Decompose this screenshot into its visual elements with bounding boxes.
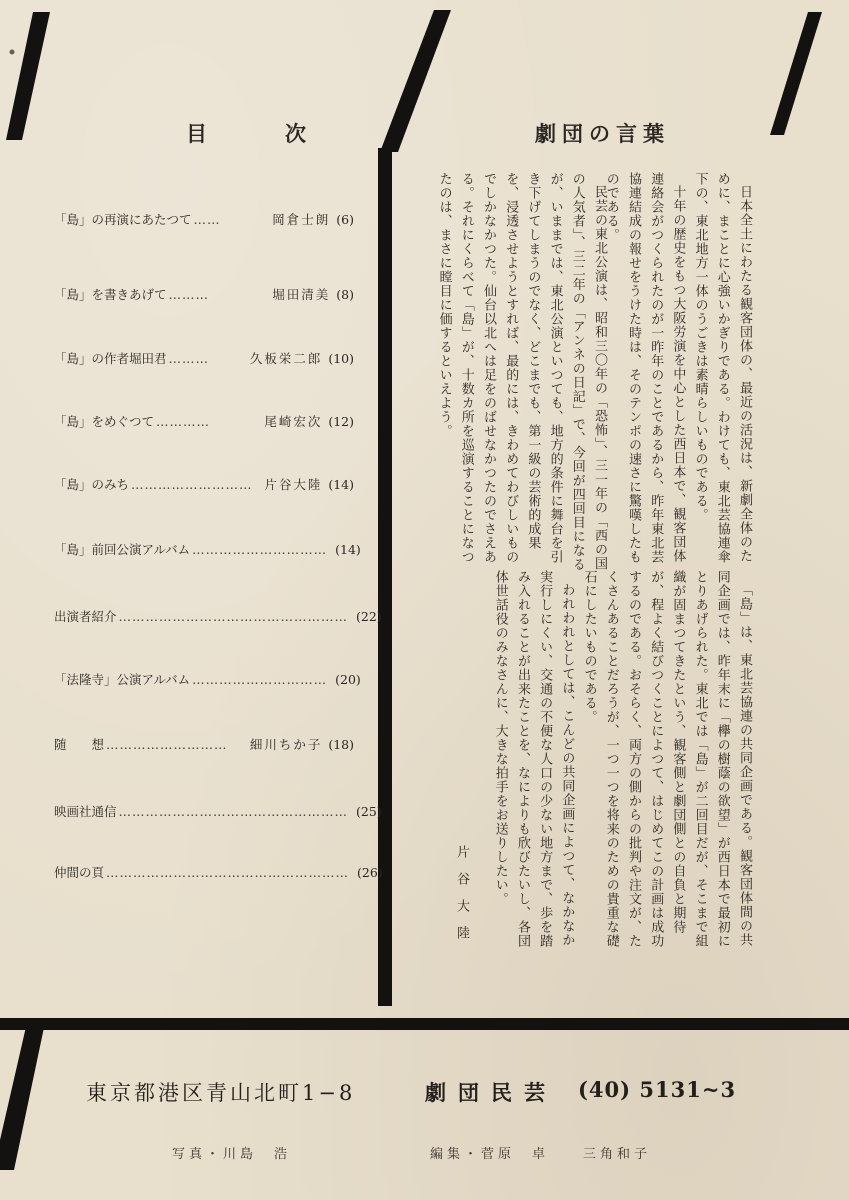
toc-item-title: 出演者紹介: [54, 609, 117, 624]
toc-item-leader: ……………………………………………: [118, 804, 349, 819]
message-paragraph: 日本全土にわたる観客団体の、最近の活況は、新劇全体のために、まことに心強いかぎりである。わけても、東北芸協連傘下の、東北地方一体のうごきは素晴らしいものである。: [692, 172, 752, 564]
toc-item-page: (25): [356, 804, 382, 819]
toc-item-title: 「島」の再演にあたつて: [54, 212, 192, 227]
frame-slash-topright: [770, 12, 822, 135]
message-paragraph: 民芸の東北公演は、昭和三〇年の「恐怖」、三一年の「西の国の人気者」、三二年の「アンネの日記」で、今回が四回目になるが、いままでは、東北公演といつても、地方的条件に舞台を引き下げてしまうのでなく、どこまでも、第一級の芸術的成果を、浸透させようとすれば、最的には、きわめてわびしいものでしかなかつた。仙台以北へは足をのばせなかつたのでさえある。それにくらべて「島」が、十数カ所を巡演することになつたのは、まさに瞠目に価するといえよう。: [436, 172, 607, 572]
footer-phone: (40) 5131~3: [578, 1077, 737, 1102]
toc-item: [54, 607, 382, 627]
toc-item-page: (26): [357, 865, 383, 880]
toc-item: [54, 412, 354, 432]
toc-item-title: 「島」の作者堀田君: [54, 351, 167, 366]
toc-item-author: 尾崎宏次: [264, 414, 323, 429]
toc-item-page: (14): [335, 542, 361, 557]
message-body-middle: [420, 172, 610, 572]
toc-item: [54, 475, 354, 495]
toc-item-leader: ………………………: [106, 737, 228, 752]
toc-item-author: 細川ちか子: [249, 737, 323, 752]
toc-item-leader: ……: [193, 212, 221, 227]
frame-slash-topleft: [6, 12, 50, 140]
toc-item-title: 「法隆寺」公演アルバム: [54, 672, 191, 687]
toc-item-page: (22): [356, 609, 382, 624]
message-paragraph: 十年の歴史をもつ大阪労演を中心とした西日本で、観客団体連絡会がつくられたのが一昨年のことであるから、昨年東北芸協連結成の報せをうけた時は、そのテンポの速さに驚嘆したものである。: [603, 172, 686, 564]
message-paragraph: われわれとしては、こんどの共同企画によつて、なかなか実行しにくい、交通の不便な人口の少ない地方まで、歩を踏み入れることが出来たことを、なによりも欣びたいし、各団体世話役のみなさんに、大きな拍手をお送りしたい。: [492, 570, 575, 948]
toc-item-title: 「島」前回公演アルバム: [54, 542, 191, 557]
toc-item-title: 仲間の頁: [54, 865, 105, 880]
toc-item: [54, 863, 383, 883]
toc-item: [54, 349, 354, 369]
toc-item-title: 「島」のみち: [54, 477, 130, 492]
toc-item-leader: …………………………: [192, 542, 328, 557]
toc-item-author: 片谷大陸: [264, 477, 323, 492]
frame-bottom-band: [0, 1018, 849, 1030]
toc-item-page: (14): [328, 477, 354, 492]
toc-item: [54, 210, 354, 230]
toc-item-page: (20): [335, 672, 361, 687]
toc-item-leader: ………………………: [131, 477, 253, 492]
message-body-upper: [603, 172, 755, 572]
toc-item-page: (10): [328, 351, 354, 366]
toc-item-leader: ………………………………………………: [106, 865, 350, 880]
toc-item: [54, 540, 361, 560]
photo-credit: 写真・川島 浩: [172, 1147, 292, 1162]
toc-item: [54, 670, 361, 690]
toc-item: [54, 735, 354, 755]
toc-item-leader: ………: [168, 351, 210, 366]
toc-item-title: 映画社通信: [54, 804, 117, 819]
toc-item-leader: ………: [168, 287, 210, 302]
message-body-lower: [483, 570, 755, 950]
message-paragraph: 「島」は、東北芸協連の共同企画である。観客団体間の共同企画では、昨年末に「欅の樹蔭の欲望」が西日本で最初にとりあげられた。東北では「島」が二回目だが、そこまで組織が固まつてきたという、観客側と劇団側との自負と期待が、程よく結びつくことによつて、はじめてこの計画は成功するのである。おそらく、両方の側からの批判や注文が、たくさんあることだろうが、一つ一つを将来のための貴重な礎石にしたいものである。: [581, 570, 752, 948]
toc-item-author: 岡倉士朗: [272, 212, 331, 227]
toc-item-title: 「島」をめぐつて: [54, 414, 155, 429]
paper-stain: [10, 50, 15, 55]
toc-item-author: 堀田清美: [272, 287, 331, 302]
message-signature: 片谷大陸: [454, 845, 469, 953]
editor-credit: 編集・菅原 卓 三角和子: [430, 1147, 652, 1162]
toc-item-title: 随 想: [54, 737, 105, 752]
toc-heading-left: 目: [186, 121, 207, 146]
toc-item-page: (18): [328, 737, 354, 752]
toc-item: [54, 285, 354, 305]
toc-heading-right: 次: [285, 121, 306, 146]
toc-item-title: 「島」を書きあげて: [54, 287, 167, 302]
toc-item-page: (12): [328, 414, 354, 429]
frame-divider-diagonal: [380, 10, 451, 152]
toc-heading: [186, 118, 306, 148]
toc-item-author: 久板栄二郎: [249, 351, 323, 366]
toc-item-leader: …………………………: [192, 672, 328, 687]
footer-troupe-name: 劇団民芸: [425, 1080, 557, 1105]
toc-item: [54, 802, 382, 822]
toc-item-leader: …………: [156, 414, 211, 429]
toc-item-page: (8): [336, 287, 354, 302]
toc-item-page: (6): [336, 212, 354, 227]
frame-slash-bottomleft: [0, 1018, 46, 1170]
message-heading: 劇団の言葉: [535, 121, 670, 146]
toc-item-leader: ……………………………………………: [118, 609, 349, 624]
footer-address: 東京都港区青山北町1−8: [86, 1081, 356, 1105]
